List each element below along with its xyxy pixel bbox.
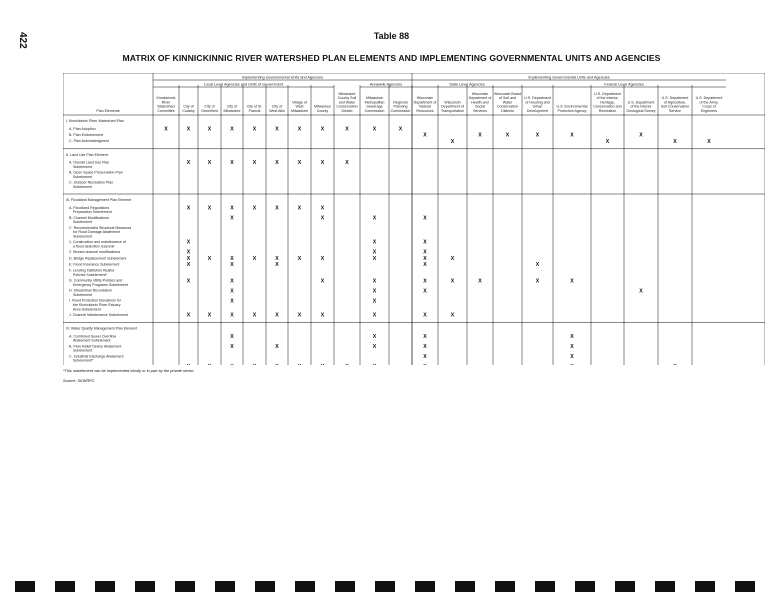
areawide-agencies-header: Areawide Agencies [369, 82, 403, 87]
column-header-line: River [161, 100, 171, 105]
matrix-mark: X [275, 160, 279, 167]
row-label [69, 161, 109, 169]
column-header-line: Milwaukee [338, 91, 356, 96]
registration-bar [655, 581, 675, 592]
matrix-mark: X [673, 138, 677, 145]
column-header-line: Conservation and [593, 104, 622, 109]
matrix-mark: X [345, 126, 349, 133]
column-header-line: Sewerage [366, 104, 383, 109]
matrix-mark: X [423, 334, 427, 340]
matrix-mark: X [320, 312, 325, 319]
column-header-line: Protection Agency [557, 109, 587, 113]
matrix-mark [423, 364, 427, 365]
row-label-line: B. Channel Modifications [69, 215, 109, 220]
group-header-right: Implementing Governmental Units and Agencies [528, 75, 610, 80]
row-label-line: Subelement [73, 164, 93, 169]
column-header-line: of Agriculture, [664, 100, 686, 105]
row-label [69, 269, 115, 277]
row-label-line: Preparation Subelement [73, 210, 112, 215]
column-header [557, 105, 588, 113]
column-header-line: of the Army, [699, 100, 719, 105]
state-agencies-header: State Level Agencies [449, 82, 485, 87]
row-label-line: A. Combined Sewer Overflow [69, 334, 117, 339]
row-label-line: 2. Stream channel modifications [69, 250, 121, 255]
matrix-mark: X [207, 160, 212, 167]
row-label-line: Policies Subelement* [73, 273, 107, 277]
matrix-mark: X [320, 255, 325, 262]
matrix-mark: X [320, 205, 325, 212]
matrix-mark: X [570, 354, 574, 360]
column-header-line: Wisconsin [416, 96, 434, 101]
matrix-mark: X [320, 126, 325, 133]
column-header-line: Village of [292, 100, 307, 105]
matrix-mark: X [186, 312, 191, 319]
federal-agencies-header: Federal Level Agencies [604, 82, 644, 87]
registration-bar [575, 581, 595, 592]
matrix-mark [275, 364, 279, 365]
matrix-mark: X [275, 126, 279, 133]
row-label-line: Subelement [73, 184, 93, 189]
column-header-line: Planning [393, 104, 408, 109]
matrix-mark: X [372, 278, 377, 285]
matrix-mark: X [207, 255, 212, 262]
column-header-line: U.S. Department [661, 96, 689, 101]
column-header-line: Geological Survey [626, 109, 656, 113]
column-header [247, 105, 263, 113]
column-header [182, 105, 195, 113]
column-header-line: Watershed [157, 104, 175, 109]
matrix-mark: X [252, 205, 257, 212]
matrix-mark: X [372, 249, 377, 256]
matrix-mark: X [230, 126, 234, 133]
matrix-mark: X [423, 288, 427, 295]
matrix-mark: X [423, 278, 427, 285]
matrix-mark: X [423, 239, 427, 246]
row-label-line: A. Overall Land Use Plan [69, 160, 110, 165]
matrix-mark: X [372, 334, 377, 340]
matrix-mark: X [423, 344, 427, 350]
column-header-line: Greenfield [201, 109, 218, 113]
matrix-mark: X [423, 262, 427, 269]
matrix-mark: X [252, 255, 257, 262]
column-header-line: Social [475, 104, 485, 109]
matrix-mark: X [320, 278, 325, 285]
column-header-line: of the Interior, [596, 96, 619, 101]
matrix-mark: X [372, 288, 377, 295]
registration-bar [15, 581, 35, 592]
column-header [626, 100, 655, 113]
matrix-mark: X [423, 215, 427, 222]
row-label-line: Subelement [73, 220, 93, 225]
matrix-mark: X [297, 126, 302, 133]
column-header-line: Commission [390, 109, 411, 113]
column-header-line: Urban [532, 104, 543, 109]
column-header [696, 96, 723, 113]
row-label [69, 289, 112, 297]
column-header-line: Department of [468, 96, 492, 101]
row-label [69, 139, 109, 143]
registration-bar [735, 581, 755, 592]
row-label [69, 240, 126, 248]
registration-bar [215, 581, 235, 592]
column-header-line: City of [271, 104, 283, 109]
matrix-mark: X [570, 132, 574, 139]
column-header-line: Francis [248, 109, 261, 113]
row-label-line: Subelement [73, 174, 93, 179]
matrix-mark: X [450, 138, 455, 145]
matrix-mark: X [207, 126, 212, 133]
matrix-mark: X [297, 160, 302, 167]
column-header-line: City of St. [246, 104, 263, 109]
row-label-line: Emergency Programs Subelement [73, 283, 128, 287]
registration-bar [55, 581, 75, 592]
column-header-line: Transportation [440, 109, 465, 113]
column-header-line: U.S. Environmental [556, 104, 588, 109]
matrix-mark: X [230, 262, 234, 269]
column-header-line: Corps of [702, 104, 716, 109]
matrix-mark [373, 364, 377, 365]
matrix-mark [187, 364, 191, 365]
row-label-line: a flood detention reservoir [73, 244, 115, 249]
column-header [201, 105, 218, 113]
row-label [69, 334, 117, 342]
registration-bar [175, 581, 195, 592]
row-label [69, 354, 124, 362]
row-label-line: Subelement [73, 293, 93, 297]
column-header-line: City of [183, 104, 194, 109]
column-header-line: City of [204, 104, 215, 109]
matrix-mark: X [372, 215, 377, 222]
matrix-mark: X [186, 262, 191, 269]
matrix-mark: X [372, 344, 377, 350]
row-label-line: G. Community Utility Policies and [69, 278, 123, 283]
column-header [524, 96, 551, 113]
column-header-line: Cudahy [182, 109, 195, 113]
matrix-mark [321, 364, 325, 365]
matrix-mark [208, 364, 212, 365]
row-label [69, 313, 128, 317]
matrix-mark: X [230, 312, 234, 319]
column-header-line: of Housing and [525, 100, 550, 105]
row-label-line: Subelement [73, 348, 93, 353]
matrix-mark: X [639, 132, 643, 139]
row-label [69, 344, 121, 352]
matrix-mark [345, 364, 349, 365]
matrix-mark: X [230, 160, 234, 167]
column-header [269, 105, 285, 113]
column-header-line: Regional [393, 100, 408, 105]
section-title: IV. Water Quality Management Plan Element [66, 326, 138, 331]
column-header-line: Development [526, 109, 549, 113]
column-header-line: Services [473, 109, 487, 113]
column-header [336, 92, 357, 113]
matrix-mark: X [450, 255, 455, 262]
matrix-mark: X [186, 255, 191, 262]
matrix-mark: X [423, 132, 427, 139]
plan-matrix-table [63, 73, 765, 365]
column-header-line: West Allis [269, 109, 285, 113]
column-header-line: Wisconsin [471, 91, 489, 96]
registration-bar [255, 581, 275, 592]
column-header [414, 96, 437, 113]
registration-bar [615, 581, 635, 592]
source-note: Source: SEWRPC [63, 378, 95, 383]
matrix-mark: X [186, 239, 191, 246]
registration-bar [335, 581, 355, 592]
matrix-mark: X [230, 205, 234, 212]
matrix-mark: X [605, 138, 610, 145]
registration-bar [295, 581, 315, 592]
row-label [69, 263, 119, 267]
matrix-mark: X [372, 126, 377, 133]
matrix-mark: X [275, 255, 279, 262]
column-header [593, 92, 621, 113]
matrix-mark: X [478, 278, 482, 285]
matrix-mark: X [252, 160, 257, 167]
plan-elements-header: Plan Elements [96, 109, 120, 113]
column-header [469, 92, 492, 113]
section-title: II. Land Use Plan Element [66, 152, 108, 157]
matrix-mark: X [398, 126, 403, 133]
row-label-line: for Flood Damage Abatement [73, 230, 120, 235]
matrix-mark: X [505, 132, 510, 139]
matrix-mark: X [320, 160, 325, 167]
column-header-line: Conservation [496, 104, 519, 109]
matrix-mark [230, 364, 234, 365]
row-label-line: Abatement Subelement [73, 338, 111, 343]
matrix-mark [298, 364, 302, 365]
row-label-line: C. Recommended Structural Measures [69, 225, 132, 230]
column-header-line: U.S. Department [594, 91, 621, 96]
registration-bar [695, 581, 715, 592]
table-number: Table 88 [373, 31, 410, 41]
row-label [69, 127, 96, 131]
footnote: *This subelement can be implemented wholly or in part by the private sector. [63, 368, 195, 373]
matrix-mark: X [275, 344, 279, 350]
column-header-line: City of [226, 104, 238, 109]
row-label-line: C. Outdoor Recreation Plan [69, 180, 114, 185]
column-header-line: Department of [413, 100, 437, 105]
matrix-mark: X [186, 278, 191, 285]
column-header [365, 96, 385, 113]
table-title: MATRIX OF KINNICKINNIC RIVER WATERSHED PLAN ELEMENTS AND IMPLEMENTING GOVERNMENTAL UNITS AND AGENCIES [122, 53, 661, 63]
column-header-line: Soil Conservation [660, 104, 690, 109]
row-label-line: Area Subelement [73, 307, 101, 312]
column-header-line: Health and [471, 100, 489, 105]
page-number: 422 [17, 32, 28, 49]
matrix-mark [673, 364, 677, 365]
column-header [661, 96, 689, 113]
matrix-mark: X [372, 255, 377, 262]
column-header [291, 100, 308, 113]
matrix-mark: X [345, 160, 349, 167]
row-label [69, 171, 123, 179]
registration-bar [135, 581, 155, 592]
matrix-mark: X [230, 298, 234, 305]
row-label [69, 256, 126, 260]
matrix-mark: X [230, 278, 234, 285]
column-header-line: County [316, 109, 329, 113]
matrix-mark: X [186, 126, 191, 133]
matrix-mark: X [297, 312, 302, 319]
row-label-line: A. Floodland Regulations [69, 205, 110, 210]
column-header-line: Natural [419, 104, 431, 109]
row-label [69, 181, 113, 189]
matrix-mark: X [164, 126, 168, 133]
row-label [69, 250, 120, 254]
matrix-mark: X [207, 312, 212, 319]
column-header-line: Conservation [336, 104, 358, 109]
row-label-line: J. Channel Maintenance Subelement [69, 313, 128, 317]
registration-bar [375, 581, 395, 592]
column-header-line: Milwaukee [223, 109, 241, 113]
column-header-line: County Soil [337, 96, 357, 101]
column-header-line: Kinnickinnic [156, 96, 176, 101]
matrix-mark: X [423, 312, 427, 319]
row-label [69, 206, 112, 214]
matrix-mark: X [320, 215, 325, 222]
row-label-line: Subelement [73, 234, 93, 239]
row-label-line: C. Industrial Discharge Abatement [69, 354, 124, 359]
row-label-line: B. Plan Endorsement [69, 133, 103, 137]
section-title: I. Kinnickinnic River Watershed Plan [66, 119, 124, 123]
row-label-line: Subelement* [73, 358, 94, 363]
section-title: III. Floodland Management Plan Element [66, 198, 132, 202]
row-label-line: D. Bridge Replacement Subelement [69, 256, 127, 261]
column-header [314, 105, 331, 113]
row-label-line: E. Flood Insurance Subelement [69, 262, 120, 267]
registration-bar [95, 581, 115, 592]
matrix-mark: X [252, 312, 257, 319]
matrix-mark: X [535, 132, 540, 139]
column-header-line: Districts [501, 109, 514, 113]
column-header [157, 96, 176, 113]
column-header-line: Milwaukee [314, 104, 331, 109]
column-header-line: Wisconsin [444, 100, 461, 105]
registration-bars [15, 581, 780, 593]
column-header [224, 105, 241, 113]
row-label [69, 299, 122, 312]
row-label [69, 133, 103, 137]
matrix-mark: X [275, 312, 279, 319]
column-header [494, 92, 521, 113]
matrix-mark: X [570, 334, 574, 340]
matrix-mark: X [186, 249, 191, 256]
row-label [69, 216, 109, 224]
matrix-mark: X [570, 278, 574, 285]
column-header-line: Metropolitan [364, 100, 385, 105]
row-label-line: H. Streamflow Recordation [69, 288, 112, 293]
registration-bar [495, 581, 515, 592]
matrix-mark: X [423, 255, 427, 262]
row-label [69, 226, 131, 239]
column-header-line: Milwaukee [291, 109, 308, 113]
column-header-line: U.S. Department [627, 100, 655, 105]
column-header-line: Milwaukee [366, 96, 383, 101]
row-label-line: B. Flow Relief Device Abatement [69, 344, 122, 349]
matrix-mark: X [275, 205, 279, 212]
matrix-mark: X [535, 278, 540, 285]
row-label-line: 1. Construction and maintenance of [69, 240, 126, 245]
matrix-mark: X [372, 298, 377, 305]
row-label-line: F. Lending Institution Realtor [69, 268, 115, 273]
matrix-mark [570, 364, 574, 365]
matrix-mark [253, 364, 257, 365]
registration-bar [535, 581, 555, 592]
matrix-mark: X [230, 288, 234, 295]
column-header-line: Recreation [598, 109, 617, 113]
matrix-mark: X [230, 334, 234, 340]
column-header-line: of Soil and [499, 96, 516, 101]
column-header-line: Engineers [700, 109, 718, 113]
column-header-line: and Water [338, 100, 356, 105]
matrix-mark: X [639, 288, 643, 295]
column-header-line: U.S. Department [695, 96, 723, 101]
matrix-mark: X [570, 344, 574, 350]
column-header-line: Committee [157, 109, 175, 113]
matrix-mark: X [707, 138, 711, 145]
row-label [69, 279, 128, 287]
matrix-mark: X [186, 160, 191, 167]
row-label-line [69, 364, 112, 365]
column-header-line: Service [669, 109, 681, 113]
column-header-line: West [295, 104, 304, 109]
matrix-mark: X [423, 249, 427, 256]
column-header [391, 100, 411, 113]
registration-bar [455, 581, 475, 592]
column-header-line: District [341, 109, 353, 113]
matrix-mark: X [230, 255, 234, 262]
matrix-mark: X [230, 344, 234, 350]
matrix-mark: X [372, 312, 377, 319]
row-label-line: B. Open Space Preservation Plan [69, 170, 123, 175]
column-header-line: of the Interior [630, 104, 652, 109]
matrix-mark: X [230, 215, 234, 222]
matrix-mark: X [535, 262, 540, 269]
matrix-mark: X [423, 354, 427, 360]
row-label [69, 364, 122, 365]
matrix-mark: X [297, 255, 302, 262]
matrix-mark: X [275, 262, 279, 269]
row-label-line: A. Plan Adoption [69, 126, 96, 131]
column-header-line: Heritage, [600, 100, 615, 105]
group-header-left: Implementing Governmental Units and Agencies [241, 75, 324, 80]
matrix-mark: X [207, 205, 212, 212]
row-label-line: C. Plan Acknowledgment [69, 139, 109, 144]
matrix-mark: X [450, 278, 455, 285]
matrix-mark: X [372, 239, 377, 246]
column-header-line: Water [502, 100, 513, 105]
registration-bar [415, 581, 435, 592]
column-header-line: Wisconsin Board [494, 91, 521, 96]
column-header-line: U.S. Department [524, 96, 551, 101]
column-header-line: Commission [364, 109, 385, 113]
row-label-line: I. Flood Protection Elevations for [69, 298, 121, 303]
column-header [441, 100, 464, 113]
matrix-mark: X [297, 205, 302, 212]
matrix-mark: X [478, 132, 482, 139]
row-label-line: the Kinnickinnic River Estuary [73, 303, 121, 307]
matrix-mark: X [450, 312, 455, 319]
column-header-line: Department of [441, 104, 464, 109]
matrix-mark: X [252, 126, 257, 133]
column-header-line: Resources [416, 109, 434, 113]
local-agencies-header: Local Level Agencies and Units of Government [204, 82, 283, 87]
matrix-mark: X [186, 205, 191, 212]
